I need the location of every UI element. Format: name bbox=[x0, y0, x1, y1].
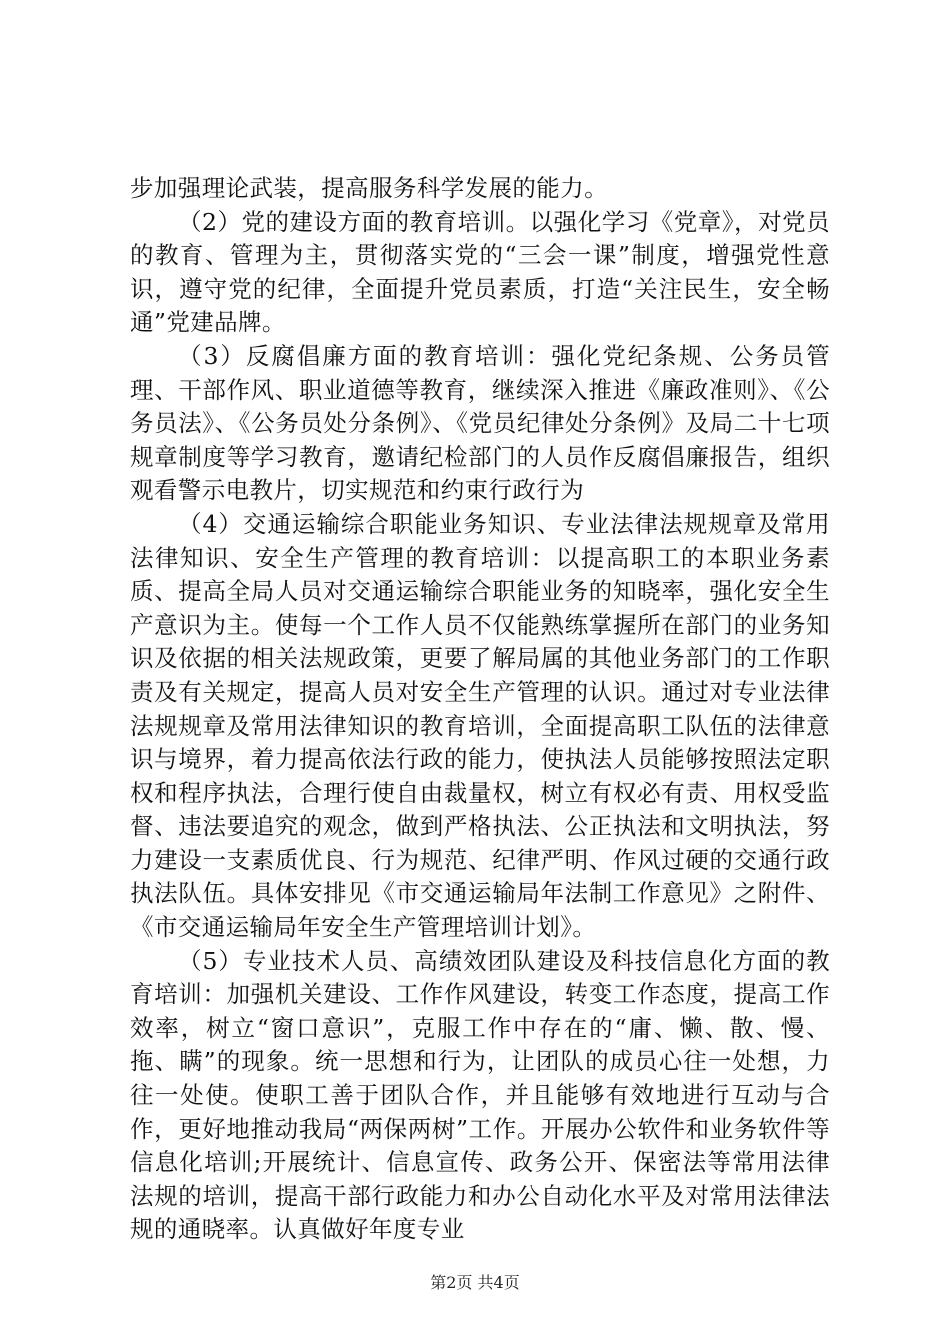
paragraph-transport-law-safety: （4）交通运输综合职能业务知识、专业法律法规规章及常用法律知识、安全生产管理的教育培训：以提高职工的本职业务素质、提高全局人员对交通运输综合职能业务的知晓率，强化安全生产意识为主。使每一个工作人员不仅能熟练掌握所在部门的业务知识及依据的相关法规政策，更要了解局属的其他业务部门的工作职责及有关规定，提高人员对安全生产管理的认识。通过对专业法律法规规章及常用法律知识的教育培训，全面提高职工队伍的法律意识与境界，着力提高依法行政的能力，使执法人员能够按照法定职权和程序执法，合理行使自由裁量权，树立有权必有责、用权受监督、违法要追究的观念，做到严格执法、公正执法和文明执法，努力建设一支素质优良、行为规范、纪律严明、作风过硬的交通行政执法队伍。具体安排见《市交通运输局年法制工作意见》之附件、《市交通运输局年安全生产管理培训计划》。 bbox=[130, 509, 830, 942]
paragraph-continuation: 步加强理论武装，提高服务科学发展的能力。 bbox=[130, 174, 608, 202]
document-body bbox=[130, 172, 830, 1247]
paragraph-technical-team-it: （5）专业技术人员、高绩效团队建设及科技信息化方面的教育培训：加强机关建设、工作作风建设，转变工作态度，提高工作效率，树立“窗口意识”，克服工作中存在的“庸、懒、散、慢、拖、瞒”的现象。统一思想和行为，让团队的成员心往一处想，力往一处使。使职工善于团队合作，并且能够有效地进行互动与合作，更好地推动我局“两保两树”工作。开展办公软件和业务软件等信息化培训;开展统计、信息宣传、政务公开、保密法等常用法律法规的培训，提高干部行政能力和办公自动化水平及对常用法律法规的通晓率。认真做好年度专业 bbox=[130, 946, 830, 1244]
paragraph-party-building: （2）党的建设方面的教育培训。以强化学习《党章》，对党员的教育、管理为主，贯彻落实党的“三会一课”制度，增强党性意识，遵守党的纪律，全面提升党员素质，打造“关注民生，安全畅通”党建品牌。 bbox=[130, 207, 830, 337]
page-number-footer: 第2页 共4页 bbox=[430, 1273, 520, 1292]
paragraph-anti-corruption: （3）反腐倡廉方面的教育培训：强化党纪条规、公务员管理、干部作风、职业道德等教育，继续深入推进《廉政准则》、《公务员法》、《公务员处分条例》、《党员纪律处分条例》及局二十七项规章制度等学习教育，邀请纪检部门的人员作反腐倡廉报告，组织观看警示电教片，切实规范和约束行政行为 bbox=[130, 341, 830, 505]
